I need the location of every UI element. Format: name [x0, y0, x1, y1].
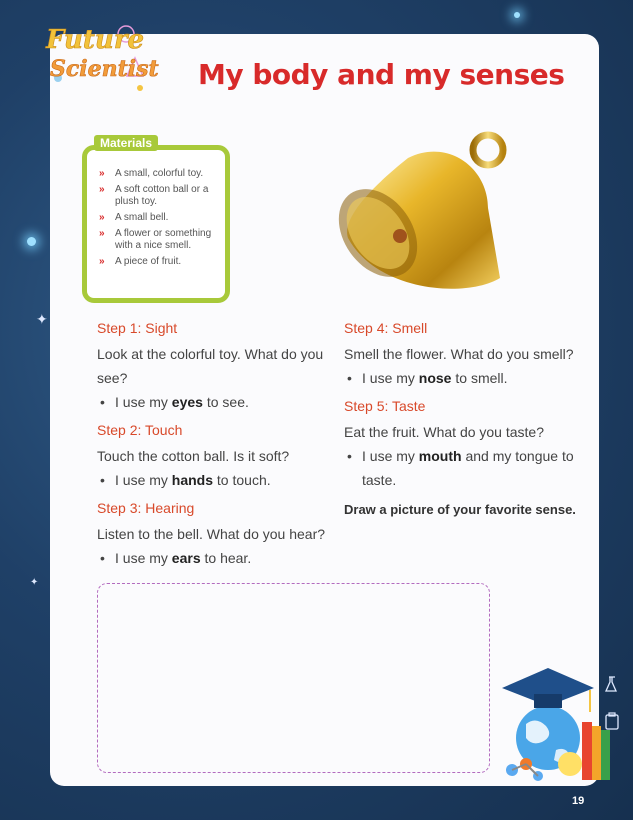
step-title: Step 2: Touch — [97, 422, 183, 438]
step-smell — [344, 320, 589, 390]
materials-label: Materials — [94, 135, 158, 151]
materials-list — [97, 168, 217, 268]
step-question: Eat the fruit. What do you taste? — [344, 424, 544, 440]
page-title: My body and my senses — [198, 58, 565, 91]
glow-dot — [514, 12, 520, 18]
step-answer: • I use my hands to touch. — [97, 468, 337, 492]
list-item: » A small bell. — [97, 212, 217, 224]
future-scientist-logo — [40, 14, 160, 104]
materials-box — [82, 145, 230, 303]
step-title: Step 1: Sight — [97, 320, 178, 336]
flask-icon — [604, 676, 620, 694]
step-question: Touch the cotton ball. Is it soft? — [97, 448, 290, 464]
drawing-area[interactable] — [97, 583, 490, 773]
step-title: Step 4: Smell — [344, 320, 428, 336]
step-taste — [344, 398, 589, 492]
bell-illustration — [338, 128, 516, 303]
glow-dot — [27, 237, 36, 246]
list-item: » A flower or something with a nice smell. — [97, 228, 217, 252]
sparkle-icon: ✦ — [30, 577, 39, 588]
step-title: Step 5: Taste — [344, 398, 426, 414]
step-answer: • I use my ears to hear. — [97, 546, 337, 570]
step-hearing — [97, 500, 337, 570]
step-answer: • I use my nose to smell. — [344, 366, 589, 390]
step-sight — [97, 320, 337, 414]
step-question: Smell the flower. What do you smell? — [344, 346, 574, 362]
step-answer: • I use my mouth and my tongue to taste. — [344, 444, 589, 492]
page-number: 19 — [572, 795, 585, 807]
list-item: » A small, colorful toy. — [97, 168, 217, 180]
drawing-prompt: Draw a picture of your favorite sense. — [344, 502, 576, 517]
step-answer: • I use my eyes to see. — [97, 390, 337, 414]
step-question: Listen to the bell. What do you hear? — [97, 526, 326, 542]
list-item: » A soft cotton ball or a plush toy. — [97, 184, 217, 208]
clipboard-icon — [604, 712, 620, 730]
steps-left-column — [97, 320, 337, 578]
step-question: Look at the colorful toy. What do you see? — [97, 346, 324, 386]
sparkle-icon: ✦ — [36, 312, 48, 328]
step-touch — [97, 422, 337, 492]
logo-line1: Future — [46, 25, 145, 55]
steps-right-column — [344, 320, 589, 517]
step-title: Step 3: Hearing — [97, 500, 195, 516]
list-item: » A piece of fruit. — [97, 256, 217, 268]
logo-line2: Scientist — [50, 56, 159, 82]
globe-books-illustration — [490, 660, 620, 785]
